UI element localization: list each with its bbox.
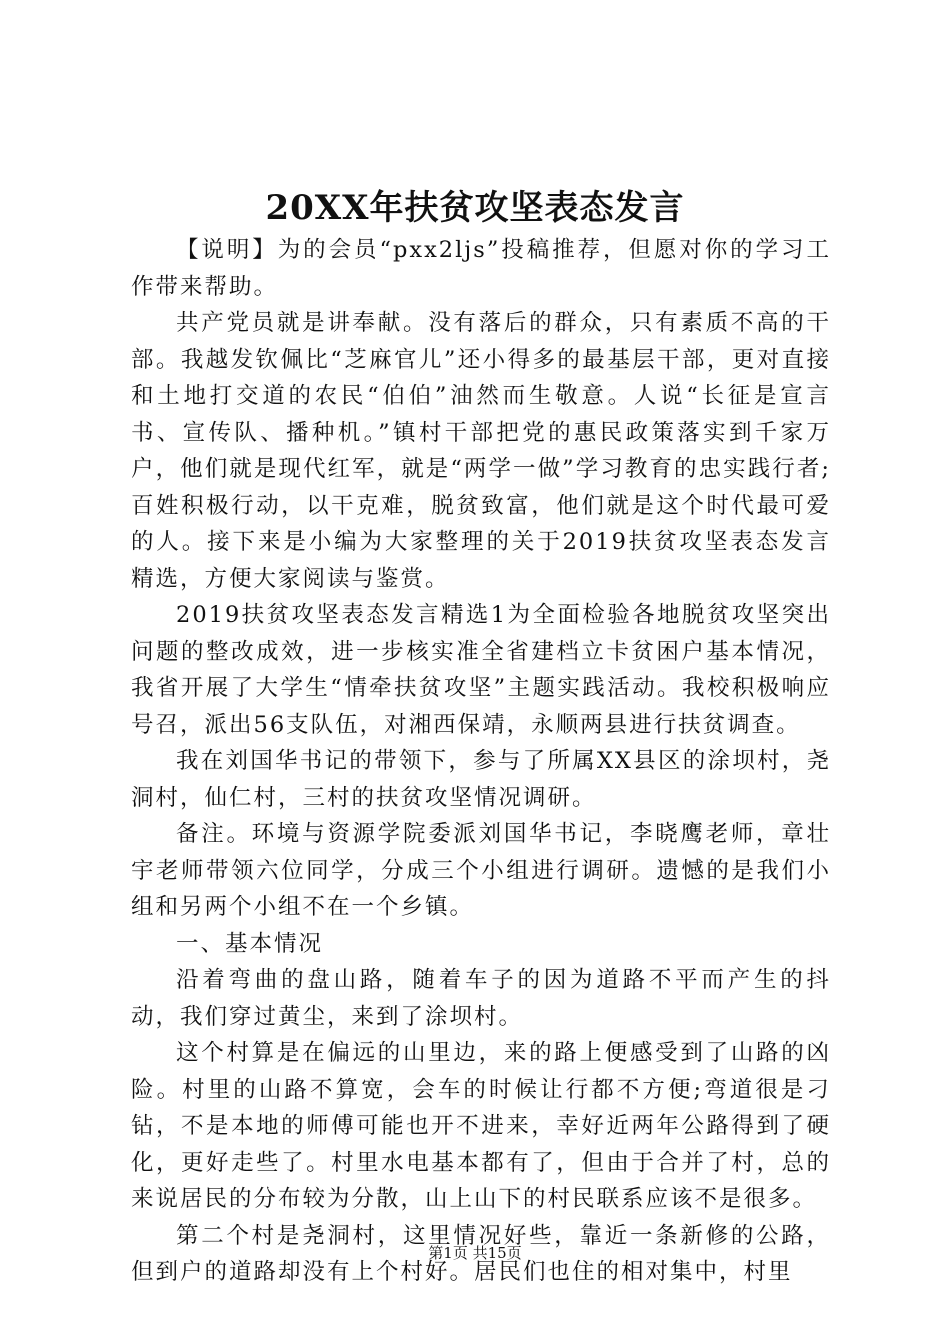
paragraph-village-1: 这个村算是在偏远的山里边，来的路上便感受到了山路的凶险。村里的山路不算宽，会车的时候让行都不方便;弯道很是刁钻，不是本地的师傅可能也开不进来，幸好近两年公路得到了硬化，更好走些了。村里水电基本都有了，但由于合并了村，总的来说居民的分布较为分散，山上山下的村民联系应该不是很多。 xyxy=(131,1040,831,1212)
document-title: 20XX年扶贫攻坚表态发言 xyxy=(265,188,685,228)
section-heading-basic-situation: 一、基本情况 xyxy=(176,930,324,957)
paragraph-village-2: 第二个村是尧洞村，这里情况好些，靠近一条新修的公路，但到户的道路却没有上个村好。居民们也住的相对集中，村里 xyxy=(131,1222,831,1285)
paragraph-arrival: 沿着弯曲的盘山路，随着车子的因为道路不平而产生的抖动，我们穿过黄尘，来到了涂坝村。 xyxy=(131,967,831,1030)
paragraph-remark: 备注。环境与资源学院委派刘国华书记，李晓鹰老师，章壮宇老师带领六位同学，分成三个小组进行调研。遗憾的是我们小组和另两个小组不在一个乡镇。 xyxy=(131,821,831,920)
page-footer: 第1页 共15页 xyxy=(428,1244,522,1262)
document-body xyxy=(131,232,831,1291)
paragraph-selection-1: 2019扶贫攻坚表态发言精选1为全面检验各地脱贫攻坚突出问题的整改成效，进一步核实准全省建档立卡贫困户基本情况，我省开展了大学生“情牵扶贫攻坚”主题实践活动。我校积极响应号召，派出56支队伍，对湘西保靖，永顺两县进行扶贫调查。 xyxy=(131,602,831,738)
paragraph-note: 【说明】为的会员“pxx2ljs”投稿推荐，但愿对你的学习工作带来帮助。 xyxy=(131,237,831,300)
paragraph-intro: 共产党员就是讲奉献。没有落后的群众，只有素质不高的干部。我越发钦佩比“芝麻官儿”还小得多的最基层干部，更对直接和土地打交道的农民“伯伯”油然而生敬意。人说“长征是宣言书、宣传队、播种机。”镇村干部把党的惠民政策落实到千家万户，他们就是现代红军，就是“两学一做”学习教育的忠实践行者;百姓积极行动，以干克难，脱贫致富，他们就是这个时代最可爱的人。接下来是小编为大家整理的关于2019扶贫攻坚表态发言精选，方便大家阅读与鉴赏。 xyxy=(131,310,831,592)
paragraph-villages: 我在刘国华书记的带领下，参与了所属XX县区的涂坝村，尧洞村，仙仁村，三村的扶贫攻坚情况调研。 xyxy=(131,748,831,811)
